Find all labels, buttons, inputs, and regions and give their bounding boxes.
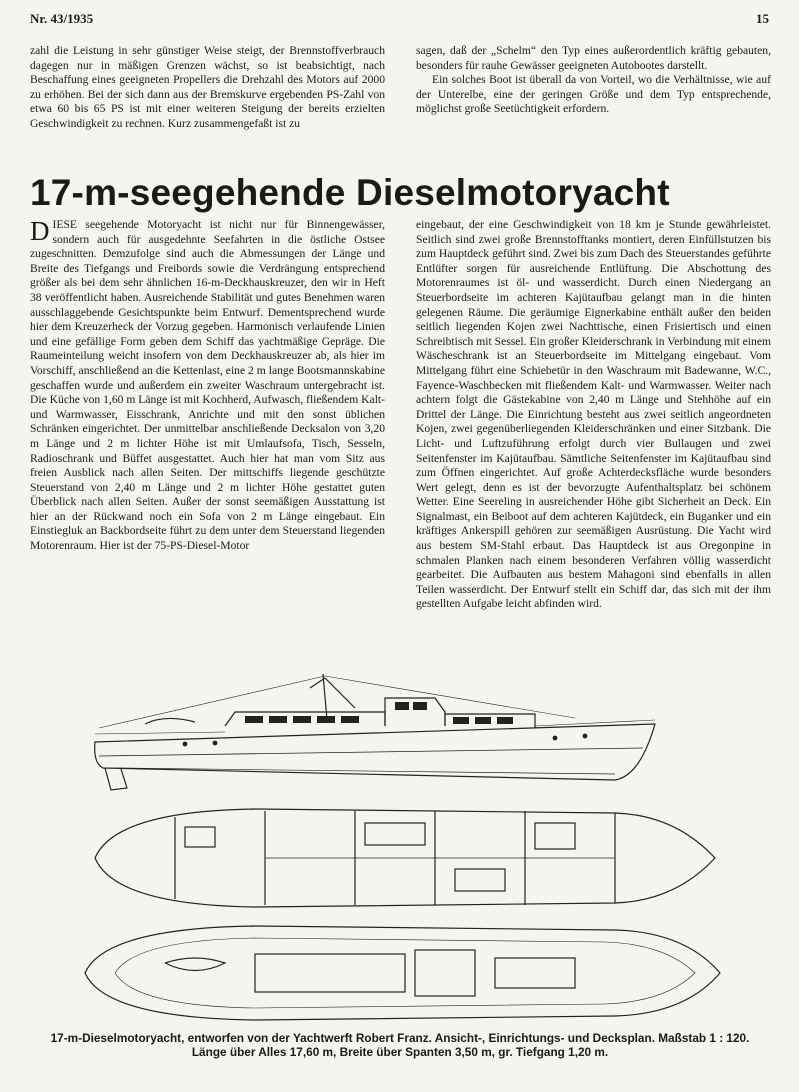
paragraph: sagen, daß der „Schelm“ den Typ eines außerordentlich kräftig gebauten, besonders für rauhe Gewässer geeigneten Autobootes darstellt. [416, 44, 771, 72]
caption-line: Länge über Alles 17,60 m, Breite über Spanten 3,50 m, gr. Tiefgang 1,20 m. [191, 1045, 609, 1059]
page-number: 15 [756, 11, 769, 26]
body-right-column [416, 218, 771, 612]
paragraph: eingebaut, der eine Geschwindigkeit von 18 km je Stunde gewährleistet. Seitlich sind zwei große Brennstofftanks montiert, deren Einfüllstutzen bis zum Hauptdeck geführt sind. Zwei bis zum Dach des Steuerstandes geführte Entlüfter sorgen für ausreichende Entlüftung. Die Abschottung des Motorenraumes ist öl- und wasserdicht. Durch einen Niedergang an Steuerbordseite im achteren Kajütaufbau gelangt man in die hinten gelegenen Räume. Die geräumige Eignerkabine enthält außer den beiden seitlich liegenden Kojen zwei Nachttische, einen Frisiertisch und einen Schreibtisch mit Sessel. Ein großer Kleiderschrank in Verbindung mit einem Wäscheschrank ist an Steuerbordseite im Mittelgang eingebaut. Vom Mittelgang führt eine Schiebetür in den Waschraum mit Badewanne, W.C., Fayence-Waschbecken mit fließendem Kalt- und Warmwasser. Weiter nach achtern folgt die Gästekabine von 2,40 m Länge und Stehhöhe auf ein Drittel der Länge. Die Einrichtung besteht aus zwei seitlich angeordneten Kojen, zwei gegenüberliegenden Kleiderschränken und einer Sitzbank. Die Licht- und Luftzuführung erfolgt durch vier Bullaugen und zwei Seitenfenster im Kajütaufbau. Sämtliche Seitenfenster im Kajütaufbau sind zum Öffnen eingerichtet. Auf große Achterdecksfläche wurde besonders Wert gelegt, denn es ist der bevorzugte Aufenthaltsplatz bei schönem Wetter. Eine Seereling in ausreichender Höhe gibt Sicherheit an Deck. Ein Signalmast, ein Beiboot auf dem achteren Kajütdeck, ein Buganker und ein kräftiges Ankerspill gehören zur seemäßigen Ausrüstung. Die Yacht wird aus bestem SM-Stahl erbaut. Das Hauptdeck ist aus Oregonpine in schmalen Planken nach einem besonderen Verfahren völlig wasserdicht gearbeitet. Die Aufbauten aus bestem Mahagoni sind ebenfalls in allen Teilen wasserdicht. Der Entwurf stellt ein Schiff dar, das sich mit der ihm gestellten Aufgabe leicht abfinden wird. [416, 218, 771, 611]
yacht-deck-plan-drawing [55, 918, 735, 1028]
yacht-elevation-drawing [55, 668, 735, 798]
yacht-interior-plan-drawing [55, 803, 735, 913]
caption-line: 17-m-Dieselmotoryacht, entworfen von der Yachtwerft Robert Franz. Ansicht-, Einrichtungs- und Decksplan. Maßstab 1 : 120. [50, 1031, 750, 1045]
intro-left-column [30, 44, 385, 132]
figure-caption [30, 1031, 770, 1059]
paragraph: Ein solches Boot ist überall da von Vorteil, wo die Verhältnisse, wie auf der Unterelbe, eine der geringen Größe und dem Typ entsprechende, möglichst große Seetüchtigkeit erfordern. [416, 73, 771, 116]
drop-cap: D [30, 216, 50, 246]
paragraph: IESE seegehende Motoryacht ist nicht nur für Binnengewässer, sondern auch für ausgedehnte Seefahrten in die östliche Ostsee zugeschnitten. Demzufolge sind auch die Abmessungen der Länge und Breite des Tiefgangs und Freibords sowie die Verdrängung entsprechend größer als bei dem sehr ähnlichen 16-m-Deckhauskreuzer, den wir in Heft 38 veröffentlicht haben. Ausreichende Stabilität und gutes Benehmen waren ausschlaggebende Gesichtspunkte beim Entwurf. Dementsprechend wurde hier dem Kreuzerheck der Vorzug gegeben. Harmonisch verlaufende Linien und eine gefällige Form geben dem Schiff das yachtmäßige Gepräge. Die Raumeinteilung weicht insofern von dem Deckhauskreuzer ab, als hier im Vorschiff, anschließend an die Kettenlast, eine 2 m lange Bootsmannskabine geschaffen wurde und außerdem ein zweiter Waschraum untergebracht ist. Die Küche von 1,60 m Länge ist mit Kochherd, Aufwasch, fließendem Kalt- und Warmwasser, Eisschrank, Anrichte und mit den sonst üblichen Schränken eingerichtet. Der unmittelbar anschließende Decksalon von 3,20 m Länge und 2 m lichter Höhe ist mit Umlaufsofa, Tisch, Sesseln, Radioschrank und Büffet ausgestattet. Auch hier hat man vom Sitz aus freien Ausblick nach allen Seiten. Der mittschiffs liegende geschützte Steuerstand von 2,40 m Länge und 2 m lichter Höhe gestattet guten Überblick nach allen Seiten. Außer der sonst seemäßigen Ausstattung ist hier an der Rückwand noch ein Sofa von 2 m Länge eingebaut. Ein Einstiegluk an Backbordseite führt zu dem unter dem Steuerstand liegenden Motorenraum. Hier ist der 75-PS-Diesel-Motor [30, 218, 385, 553]
issue-number: Nr. 43/1935 [30, 11, 94, 26]
body-left-column [30, 218, 385, 554]
intro-right-column [416, 44, 771, 117]
article-title: 17-m-seegehende Dieselmotoryacht [30, 172, 670, 213]
paragraph: zahl die Leistung in sehr günstiger Weise steigt, der Brennstoffverbrauch dagegen nur in mäßigen Grenzen wächst, so ist beabsichtigt, nach Beschaffung eines geeigneten Propellers die Drehzahl des Motors auf 2000 zu erhöhen. Bei der sich dann aus der Bremskurve ergebenden PS-Zahl von etwa 60 bis 65 PS ist mit einer weiteren Steigung der bereits erzielten Geschwindigkeit zu rechnen. Kurz zusammengefaßt ist zu [30, 44, 385, 130]
